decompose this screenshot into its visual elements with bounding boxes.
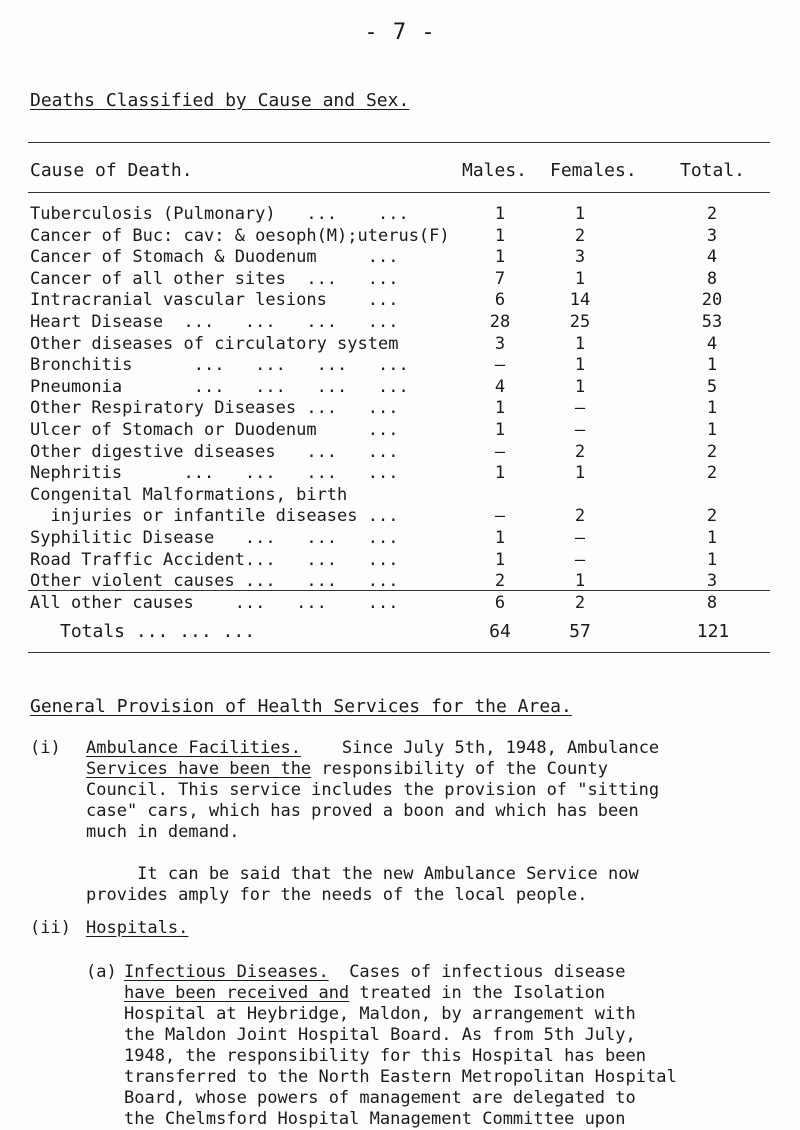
females-cell: 2 [574,592,586,613]
cause-cell: Cancer of Buc: cav: & oesoph(M);uterus(F) [30,225,450,246]
total-cell: 8 [706,268,718,289]
total-cell: 53 [701,312,723,332]
totals-males: 64 [489,621,511,642]
males-cell: 28 [489,312,511,332]
section-i-line1: Since July 5th, 1948, Ambulance [341,738,660,758]
section-ii-title: Hospitals. [86,918,189,938]
section-i-body [86,738,659,906]
table-row [30,290,770,312]
section-ii [30,918,71,939]
cause-cell: Heart Disease ... ... ... ... [30,312,399,332]
males-cell: 7 [494,268,506,289]
cause-cell: Tuberculosis (Pulmonary) ... ... [30,204,409,224]
table-row [30,312,770,334]
total-cell: 5 [706,376,718,397]
table-row [30,355,770,377]
males-cell: 2 [494,571,506,592]
cause-cell: Cancer of all other sites ... ... [30,268,399,289]
females-cell: – [574,398,586,419]
females-cell: 1 [574,376,586,397]
cause-cell: Road Traffic Accident... ... ... [30,549,399,570]
subsection-a-line7: Board, whose powers of management are delegated to [124,1088,636,1108]
general-provision-heading: General Provision of Health Services for the Area. [30,696,572,717]
table-row [30,204,770,226]
males-cell: 1 [494,463,506,484]
section-i-para2-line1: It can be said that the new Ambulance Service now [86,864,639,884]
males-cell: 6 [494,290,506,311]
table-top-rule [28,142,770,143]
cause-cell: Intracranial vascular lesions ... [30,290,399,311]
females-cell: 1 [574,204,586,224]
section-i-para2-line2: provides amply for the needs of the local people. [86,885,588,905]
females-cell: 2 [574,225,586,246]
subsection-a-line2-underlined: have been received and [124,983,350,1003]
total-cell: 2 [706,204,718,224]
total-cell: 2 [706,441,718,462]
females-cell: 14 [569,290,591,311]
table-bottom-rule [28,652,770,653]
table-row [30,377,770,399]
totals-total: 121 [696,621,730,642]
table-row [30,420,770,442]
section-i-number: (i) [30,738,61,758]
table-row [30,334,770,356]
females-cell: 1 [574,355,586,376]
females-cell: 2 [574,441,586,462]
females-cell: 3 [574,247,586,268]
total-cell: 3 [706,571,718,592]
total-cell: 2 [706,463,718,484]
subsection-a-line4: the Maldon Joint Hospital Board. As from 5th July, [124,1025,636,1045]
females-cell: 2 [574,506,586,527]
males-cell: 1 [494,528,506,548]
section-ii-number: (ii) [30,918,71,938]
total-cell: 4 [706,247,718,268]
table-row [30,463,770,485]
subsection-a-line1: Cases of infectious disease [349,962,626,982]
cause-cell: All other causes ... ... ... [30,592,399,613]
total-cell: 4 [706,333,718,354]
cause-cell: Other digestive diseases ... ... [30,441,399,462]
males-cell: 1 [494,204,506,224]
table-row [30,528,770,550]
cause-cell: injuries or infantile diseases ... [30,506,399,527]
section-i-line3: Council. This service includes the provision of "sitting [86,780,660,800]
total-cell: 1 [706,549,718,570]
cause-cell: Other violent causes ... ... ... [30,571,399,592]
totals-label: Totals ... ... ... [60,621,256,642]
cause-cell: Pneumonia ... ... ... ... [30,376,409,397]
subsection-a-body [124,962,677,1130]
females-cell: 25 [569,312,591,332]
cause-cell: Nephritis ... ... ... ... [30,463,399,484]
males-cell: 1 [494,247,506,268]
cause-cell: Syphilitic Disease ... ... ... [30,528,399,548]
subsection-a-title: Infectious Diseases. [124,962,329,982]
section-i-line4: case" cars, which has proved a boon and which has been [86,801,639,821]
table-row [30,247,770,269]
males-cell: – [494,506,506,527]
subsection-a-line2: treated in the Isolation [359,983,606,1003]
col-header-total: Total. [680,160,746,181]
subsection-a-number: (a) [86,962,117,982]
total-cell: 2 [706,506,718,527]
subsection-a-line5: 1948, the responsibility for this Hospital has been [124,1046,646,1066]
males-cell: – [494,441,506,462]
males-cell: – [494,355,506,376]
subsection-a-line8: the Chelmsford Hospital Management Committee upon [124,1109,626,1129]
table-header-rule [28,192,770,193]
males-cell: 6 [494,592,506,613]
col-header-females: Females. [550,160,637,181]
total-cell: 1 [706,398,718,419]
females-cell: 1 [574,333,586,354]
table-row [30,269,770,291]
males-cell: 1 [494,549,506,570]
males-cell: 1 [494,398,506,419]
table-row [30,226,770,248]
females-cell: – [574,528,586,548]
males-cell: 1 [494,420,506,440]
section-i [30,738,61,759]
cause-cell: Bronchitis ... ... ... ... [30,355,409,376]
males-cell: 1 [494,225,506,246]
cause-cell: Other Respiratory Diseases ... ... [30,398,399,419]
table-rows-bottom-rule [28,590,770,591]
col-header-cause: Cause of Death. [30,160,193,181]
total-cell: 1 [706,420,718,440]
totals-females: 57 [569,621,591,642]
section-i-line2: responsibility of the County [321,759,608,779]
females-cell: – [574,420,586,440]
section-i-line2-underlined: Services have been the [86,759,312,779]
table-row [30,398,770,420]
table-row [30,442,770,464]
page-number: - 7 - [364,20,436,45]
total-cell: 8 [706,592,718,613]
cause-cell: Cancer of Stomach & Duodenum ... [30,247,399,268]
total-cell: 1 [706,355,718,376]
col-header-males: Males. [462,160,528,181]
table-row [30,506,770,528]
total-cell: 20 [701,290,723,311]
table-heading: Deaths Classified by Cause and Sex. [30,90,410,111]
cause-cell: Other diseases of circulatory system [30,333,399,354]
total-cell: 3 [706,225,718,246]
table-row [30,550,770,572]
females-cell: 1 [574,571,586,592]
subsection-a-line3: Hospital at Heybridge, Maldon, by arrangement with [124,1004,636,1024]
table-row [30,593,770,615]
section-i-title: Ambulance Facilities. [86,738,301,758]
females-cell: – [574,549,586,570]
section-i-line5: much in demand. [86,822,240,842]
cause-cell: Congenital Malformations, birth [30,484,348,505]
males-cell: 3 [494,333,506,354]
females-cell: 1 [574,463,586,484]
total-cell: 1 [706,528,718,548]
subsection-a-line6: transferred to the North Eastern Metropolitan Hospital [124,1067,677,1087]
males-cell: 4 [494,376,506,397]
females-cell: 1 [574,268,586,289]
table-row [30,485,770,507]
cause-cell: Ulcer of Stomach or Duodenum ... [30,420,399,440]
